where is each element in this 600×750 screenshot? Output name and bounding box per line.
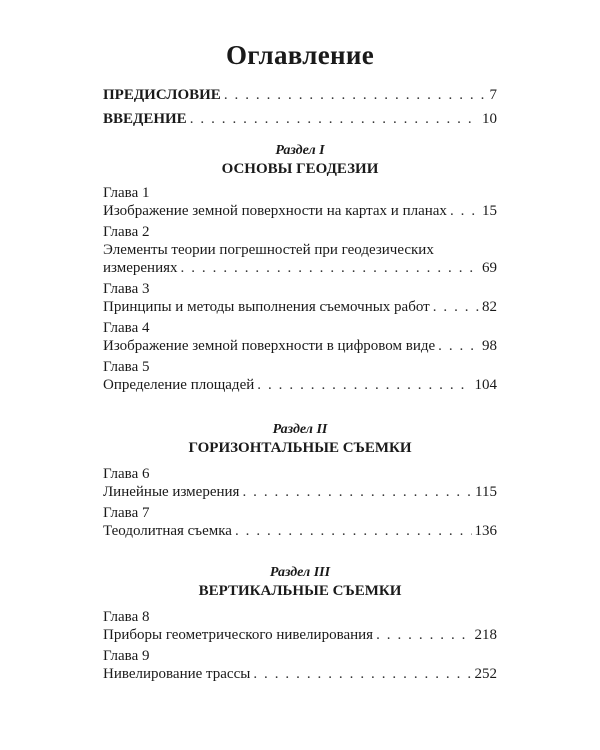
toc-entry-chapter-8[interactable] bbox=[103, 625, 497, 645]
chapter-label: Глава 5 bbox=[103, 359, 150, 375]
chapter-label: Глава 9 bbox=[103, 648, 150, 664]
leader-dots bbox=[181, 258, 479, 278]
toc-page-number: 115 bbox=[475, 484, 497, 500]
toc-entry-title: Линейные измерения bbox=[103, 484, 240, 500]
toc-page-number: 10 bbox=[482, 111, 497, 127]
toc-entry-chapter-3[interactable] bbox=[103, 297, 497, 317]
toc-entry-title: Определение площадей bbox=[103, 377, 255, 393]
toc-entry-chapter-6[interactable] bbox=[103, 482, 497, 502]
toc-page-number: 7 bbox=[489, 87, 497, 103]
leader-dots bbox=[224, 85, 487, 105]
leader-dots bbox=[253, 664, 471, 684]
toc-entry-chapter-2[interactable] bbox=[103, 258, 497, 278]
chapter-label: Глава 3 bbox=[103, 281, 150, 297]
toc-entry-title: ПРЕДИСЛОВИЕ bbox=[103, 87, 221, 103]
toc-page-number: 69 bbox=[482, 260, 497, 276]
toc-page-number: 136 bbox=[474, 523, 497, 539]
toc-entry-chapter-7[interactable] bbox=[103, 521, 497, 541]
leader-dots bbox=[257, 375, 471, 395]
leader-dots bbox=[242, 482, 472, 502]
toc-page-number: 15 bbox=[482, 203, 497, 219]
toc-entry-chapter-4[interactable] bbox=[103, 336, 497, 356]
toc-entry-introduction[interactable] bbox=[103, 109, 497, 129]
leader-dots bbox=[450, 201, 479, 221]
toc-entry-title: Принципы и методы выполнения съемочных работ bbox=[103, 299, 430, 315]
section-title: ОСНОВЫ ГЕОДЕЗИИ bbox=[221, 161, 379, 177]
chapter-label: Глава 1 bbox=[103, 185, 150, 201]
toc-page-number: 252 bbox=[474, 666, 497, 682]
toc-entry-chapter-1[interactable] bbox=[103, 201, 497, 221]
section-label: Раздел I bbox=[275, 143, 325, 158]
toc-page-number: 104 bbox=[474, 377, 497, 393]
toc-entry-title: Изображение земной поверхности в цифровом виде bbox=[103, 338, 436, 354]
toc-entry-title: Нивелирование трассы bbox=[103, 666, 251, 682]
toc-entry-title: Приборы геометрического нивелирования bbox=[103, 627, 374, 643]
toc-page-number: 82 bbox=[482, 299, 497, 315]
leader-dots bbox=[376, 625, 471, 645]
toc-entry-title-line: Элементы теории погрешностей при геодезических bbox=[103, 242, 434, 258]
chapter-label: Глава 7 bbox=[103, 505, 150, 521]
toc-entry-preface[interactable] bbox=[103, 85, 497, 105]
toc-entry-title: измерениях bbox=[103, 260, 178, 276]
toc-entry-chapter-9[interactable] bbox=[103, 664, 497, 684]
toc-entry-title: ВВЕДЕНИЕ bbox=[103, 111, 187, 127]
chapter-label: Глава 4 bbox=[103, 320, 150, 336]
toc-page-number: 218 bbox=[474, 627, 497, 643]
toc-entry-title: Изображение земной поверхности на картах и планах bbox=[103, 203, 447, 219]
leader-dots bbox=[433, 297, 479, 317]
toc-page-number: 98 bbox=[482, 338, 497, 354]
section-title: ГОРИЗОНТАЛЬНЫЕ СЪЕМКИ bbox=[188, 440, 412, 456]
toc-entry-title: Теодолитная съемка bbox=[103, 523, 232, 539]
toc-entry-chapter-5[interactable] bbox=[103, 375, 497, 395]
chapter-label: Глава 2 bbox=[103, 224, 150, 240]
leader-dots bbox=[235, 521, 472, 541]
chapter-label: Глава 6 bbox=[103, 466, 150, 482]
page-title: Оглавление bbox=[226, 40, 374, 70]
section-title: ВЕРТИКАЛЬНЫЕ СЪЕМКИ bbox=[198, 583, 402, 599]
chapter-label: Глава 8 bbox=[103, 609, 150, 625]
leader-dots bbox=[190, 109, 479, 129]
section-label: Раздел III bbox=[269, 565, 331, 580]
section-label: Раздел II bbox=[272, 422, 328, 437]
leader-dots bbox=[438, 336, 479, 356]
